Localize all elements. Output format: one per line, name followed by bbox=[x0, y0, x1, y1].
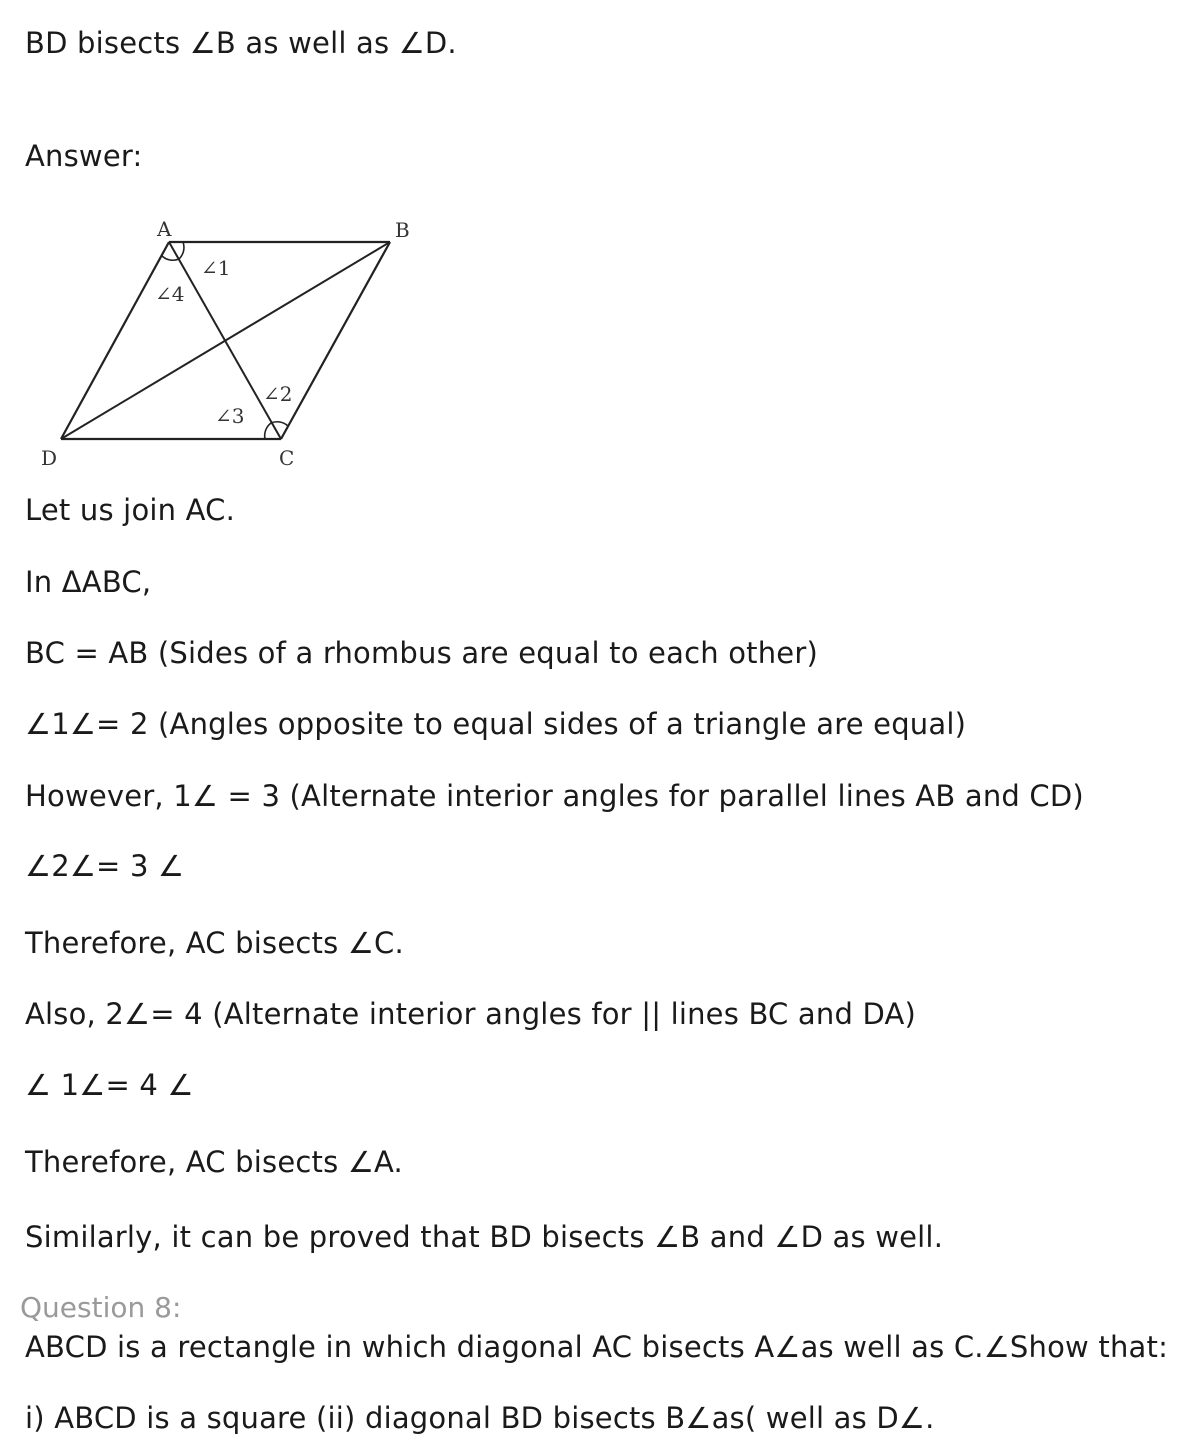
question-label: Question 8: bbox=[20, 1291, 182, 1324]
angle-arc-c bbox=[265, 423, 271, 439]
angle-3-label: ∠3 bbox=[215, 404, 245, 428]
bc-equals-ab-line: BC = AB (Sides of a rhombus are equal to each other) bbox=[25, 636, 818, 670]
angle-4-label: ∠4 bbox=[155, 282, 185, 306]
vertex-c-label: C bbox=[279, 446, 295, 470]
vertex-a-label: A bbox=[157, 217, 172, 241]
side-da bbox=[61, 242, 169, 439]
rhombus-figure bbox=[25, 207, 427, 475]
also-line: Also, 2∠= 4 (Alternate interior angles for || lines BC and DA) bbox=[25, 997, 917, 1031]
statement-line: BD bisects ∠B as well as ∠D. bbox=[25, 26, 457, 60]
angle-2-label: ∠2 bbox=[263, 382, 293, 406]
however-line: However, 1∠ = 3 (Alternate interior angles for parallel lines AB and CD) bbox=[25, 779, 1084, 813]
angle-1-4-line: ∠ 1∠= 4 ∠ bbox=[25, 1068, 194, 1102]
angle-2-3-line: ∠2∠= 3 ∠ bbox=[25, 849, 185, 883]
therefore-c-line: Therefore, AC bisects ∠C. bbox=[25, 926, 404, 960]
question-text-line-2: i) ABCD is a square (ii) diagonal BD bisects B∠as( well as D∠. bbox=[25, 1401, 935, 1435]
in-triangle-line: In ΔABC, bbox=[25, 565, 152, 599]
question-text-line-1: ABCD is a rectangle in which diagonal AC bisects A∠as well as C.∠Show that: bbox=[25, 1330, 1169, 1364]
rhombus-diagram bbox=[25, 207, 427, 475]
angle-1-2-line: ∠1∠= 2 (Angles opposite to equal sides of a triangle are equal) bbox=[25, 707, 967, 741]
therefore-a-line: Therefore, AC bisects ∠A. bbox=[25, 1145, 403, 1179]
angle-arc-a bbox=[179, 242, 184, 259]
angle-1-label: ∠1 bbox=[201, 256, 231, 280]
join-ac-line: Let us join AC. bbox=[25, 493, 236, 527]
similarly-line: Similarly, it can be proved that BD bisects ∠B and ∠D as well. bbox=[25, 1220, 944, 1254]
side-bc bbox=[281, 242, 390, 439]
answer-heading: Answer: bbox=[25, 139, 143, 173]
vertex-d-label: D bbox=[41, 446, 58, 470]
vertex-b-label: B bbox=[395, 218, 410, 242]
